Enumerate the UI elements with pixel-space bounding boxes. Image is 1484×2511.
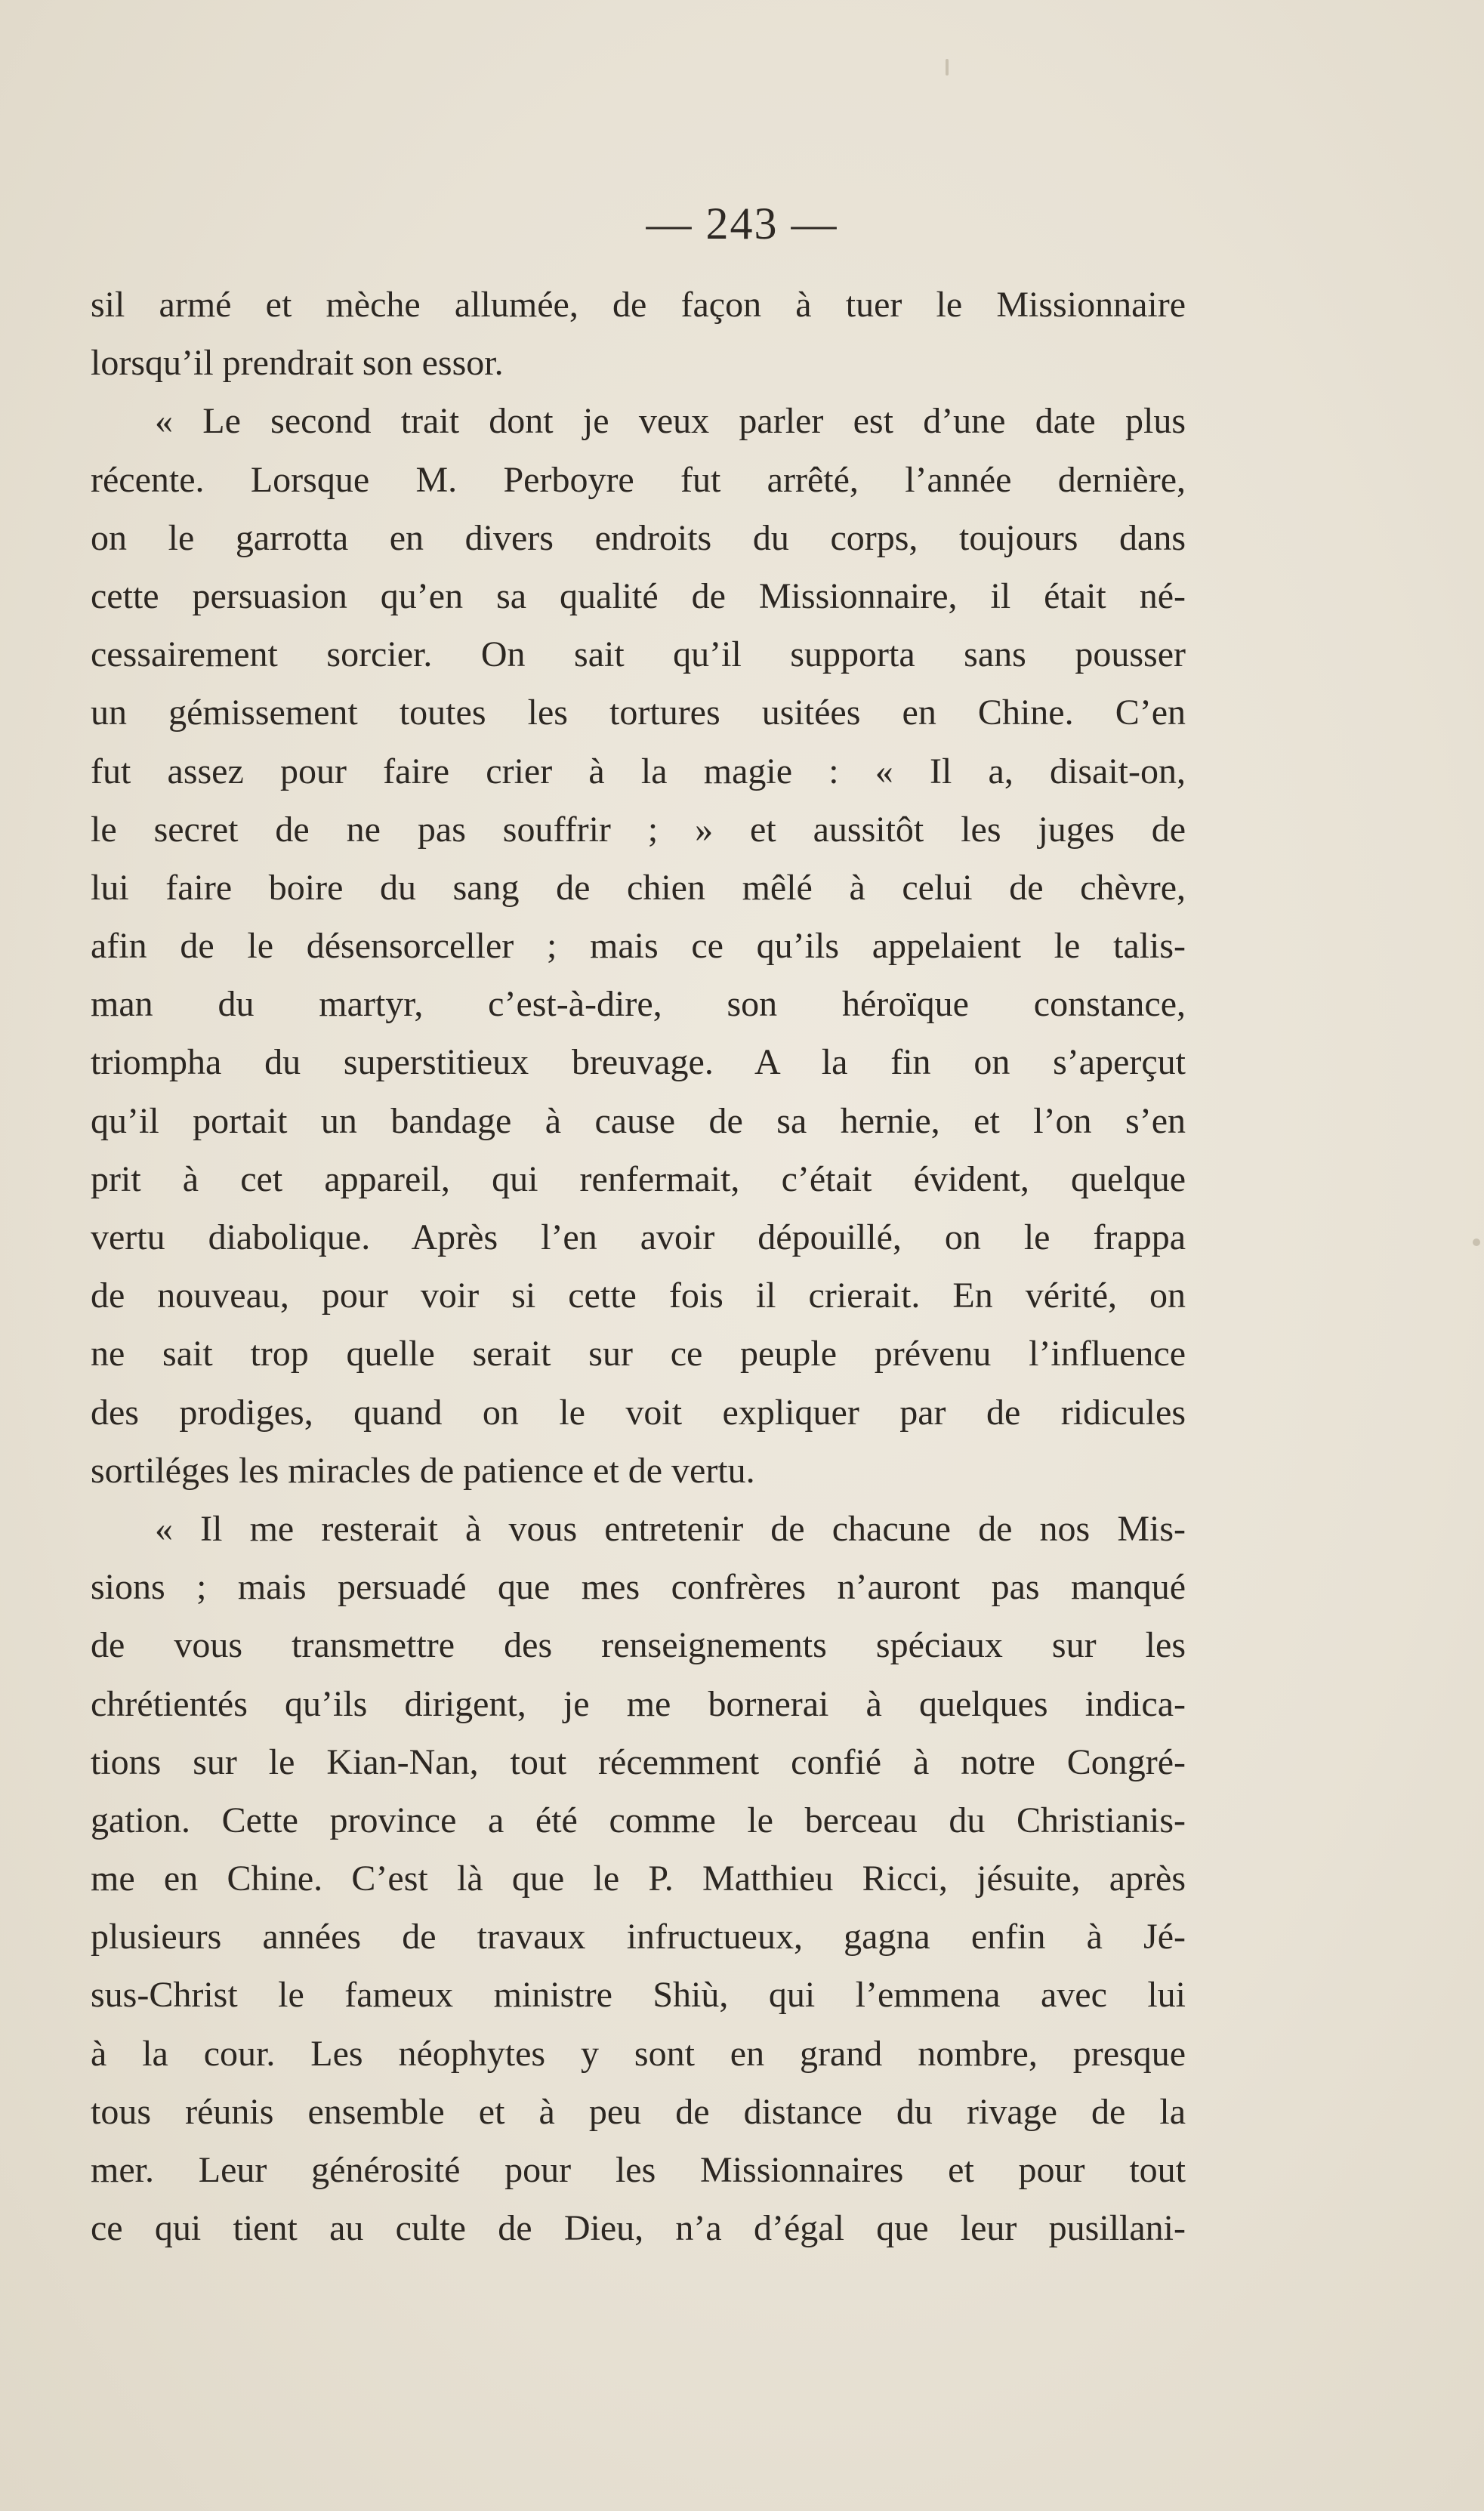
text-line: lui faire boire du sang de chien mêlé à celui de chèvre, <box>91 867 1186 908</box>
page-number: — 243 — <box>646 199 838 248</box>
body-text <box>91 276 1186 2257</box>
text-line: de vous transmettre des renseignements spéciaux sur les <box>91 1625 1186 1666</box>
text-line: gation. Cette province a été comme le berceau du Christianis- <box>91 1800 1186 1840</box>
text-line: triompha du superstitieux breuvage. A la fin on s’aperçut <box>91 1042 1186 1083</box>
text-line: mer. Leur générosité pour les Missionnaires et pour tout <box>91 2150 1186 2190</box>
text-line: me en Chine. C’est là que le P. Matthieu Ricci, jésuite, après <box>91 1859 1186 1899</box>
text-line: cessairement sorcier. On sait qu’il supporta sans pousser <box>91 634 1186 675</box>
paper-mark <box>946 59 949 76</box>
text-line: sions ; mais persuadé que mes confrères n’auront pas manqué <box>91 1567 1186 1608</box>
text-line: sortiléges les miracles de patience et de vertu. <box>91 1450 755 1491</box>
text-line: man du martyr, c’est-à-dire, son héroïque constance, <box>91 984 1186 1025</box>
text-line: cette persuasion qu’en sa qualité de Missionnaire, il était né- <box>91 575 1186 616</box>
text-line: plusieurs années de travaux infructueux, gagna enfin à Jé- <box>91 1917 1186 1957</box>
text-line: qu’il portait un bandage à cause de sa hernie, et l’on s’en <box>91 1100 1186 1141</box>
paper-speck <box>1473 1239 1480 1246</box>
text-line: sus-Christ le fameux ministre Shiù, qui l’emmena avec lui <box>91 1975 1186 2016</box>
text-line: on le garrotta en divers endroits du corps, toujours dans <box>91 517 1186 558</box>
text-line: « Le second trait dont je veux parler est d’une date plus <box>155 401 1186 442</box>
text-line: ne sait trop quelle serait sur ce peuple prévenu l’influence <box>91 1334 1186 1374</box>
text-line: ce qui tient au culte de Dieu, n’a d’égal que leur pusillani- <box>91 2208 1186 2249</box>
text-line: le secret de ne pas souffrir ; » et aussitôt les juges de <box>91 809 1186 850</box>
text-line: un gémissement toutes les tortures usitées en Chine. C’en <box>91 693 1186 733</box>
text-line: récente. Lorsque M. Perboyre fut arrêté, l’année dernière, <box>91 459 1186 500</box>
text-line: fut assez pour faire crier à la magie : « Il a, disait-on, <box>91 751 1186 791</box>
text-line: tous réunis ensemble et à peu de distance du rivage de la <box>91 2091 1186 2132</box>
text-line: des prodiges, quand on le voit expliquer par de ridicules <box>91 1392 1186 1433</box>
text-line: sil armé et mèche allumée, de façon à tuer le Missionnaire <box>91 285 1186 325</box>
text-line: prit à cet appareil, qui renfermait, c’était évident, quelque <box>91 1158 1186 1199</box>
text-line: chrétientés qu’ils dirigent, je me bornerai à quelques indica- <box>91 1683 1186 1724</box>
text-line: vertu diabolique. Après l’en avoir dépouillé, on le frappa <box>91 1217 1186 1257</box>
text-line: afin de le désensorceller ; mais ce qu’ils appelaient le talis- <box>91 926 1186 967</box>
text-line: de nouveau, pour voir si cette fois il crierait. En vérité, on <box>91 1276 1186 1316</box>
text-line: tions sur le Kian-Nan, tout récemment confié à notre Congré- <box>91 1741 1186 1782</box>
text-line: à la cour. Les néophytes y sont en grand nombre, presque <box>91 2033 1186 2074</box>
text-line: lorsqu’il prendrait son essor. <box>91 343 504 384</box>
text-line: « Il me resterait à vous entretenir de chacune de nos Mis- <box>155 1508 1186 1549</box>
